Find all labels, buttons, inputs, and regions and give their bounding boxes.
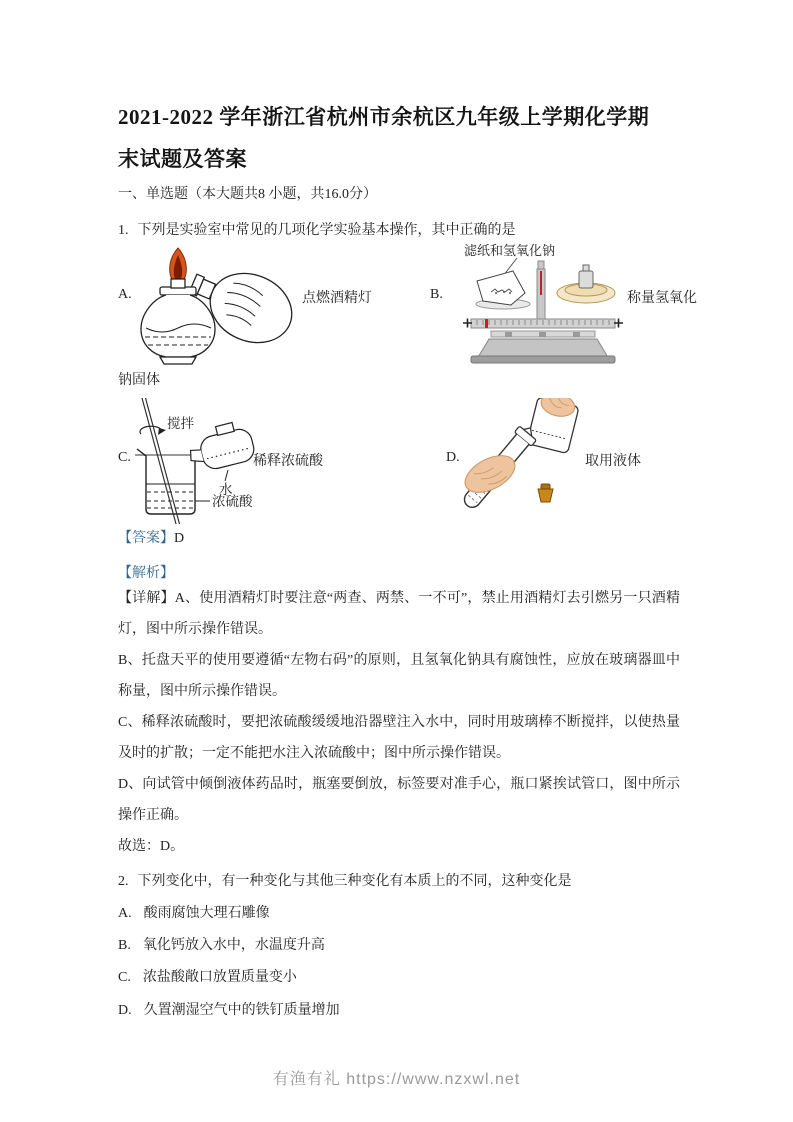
q2-option-a-text: 酸雨腐蚀大理石雕像	[143, 906, 270, 921]
option-b-label: B.	[430, 287, 443, 302]
balance-pillar-icon	[537, 261, 545, 319]
option-b-caption: 称量氢氧化	[627, 291, 697, 306]
q2-option-d-label: D.	[118, 1003, 132, 1018]
q2-option-d-text: 久置潮湿空气中的铁钉质量增加	[143, 1003, 340, 1018]
water-annotation: 水	[219, 482, 233, 497]
right-pan-with-weight-icon	[557, 265, 615, 303]
q2-option-b-text: 氧化钙放入水中，水温度升高	[142, 938, 325, 953]
explanation-conclusion: 故选：D。	[118, 839, 185, 854]
section-heading: 一、单选题（本大题共8 小题，共16.0分）	[118, 187, 377, 202]
option-b-caption-wrap: 钠固体	[118, 373, 160, 388]
question-2-option-c	[118, 966, 297, 986]
question-2-option-b	[118, 934, 325, 954]
option-d-label: D.	[446, 450, 460, 465]
answer-line	[118, 527, 184, 547]
analysis-tag: 【解析】	[118, 566, 174, 581]
answer-tag: 【答案】	[118, 531, 174, 546]
question-2-option-a	[118, 902, 270, 922]
balance-base-icon	[471, 331, 615, 363]
balance-weighing-figure	[463, 243, 623, 365]
q2-option-b-label: B.	[118, 938, 131, 953]
explanation-detail-a: 【详解】A、使用酒精灯时要注意“两查、两禁、一不可”，禁止用酒精灯去引燃另一只酒精灯，图中所示操作错误。	[118, 591, 680, 637]
answer-value: D	[174, 531, 185, 546]
acid-annotation: 浓硫酸	[212, 494, 253, 509]
question-1-stem	[118, 222, 516, 239]
left-pan-with-filter-paper-icon	[476, 271, 530, 309]
explanation-detail-d: D、向试管中倾倒液体药品时，瓶塞要倒放，标签要对准手心，瓶口紧挨试管口，图中所示操作正确。	[118, 777, 680, 823]
q2-option-c-label: C.	[118, 970, 131, 985]
question-2-text: 下列变化中，有一种变化与其他三种变化有本质上的不同，这种变化是	[137, 874, 572, 889]
explanation-detail-b: B、托盘天平的使用要遵循“左物右码”的原则，且氢氧化钠具有腐蚀性，应放在玻璃器皿中称量，图中所示操作错误。	[118, 653, 680, 699]
q2-option-a-label: A.	[118, 906, 132, 921]
explanation-block	[118, 583, 680, 862]
analysis-line	[118, 562, 174, 582]
q2-option-c-text: 浓盐酸敞口放置质量变小	[142, 970, 297, 985]
question-1-text: 下列是实验室中常见的几项化学实验基本操作，其中正确的是	[137, 223, 516, 238]
question-2-number: 2.	[118, 874, 129, 889]
option-d-caption: 取用液体	[585, 454, 641, 469]
stir-annotation: 搅拌	[167, 416, 194, 431]
explanation-detail-c: C、稀释浓硫酸时，要把浓硫酸缓缓地沿器壁注入水中，同时用玻璃棒不断搅拌，以使热量及时的扩散；一定不能把水注入浓硫酸中；图中所示操作错误。	[118, 715, 680, 761]
option-a-caption: 点燃酒精灯	[302, 291, 372, 306]
alcohol-lamp-lighting-figure	[133, 246, 301, 368]
question-1-number: 1.	[118, 223, 129, 238]
question-2-stem	[118, 870, 572, 890]
option-c-label: C.	[118, 450, 131, 465]
pour-liquid-figure	[462, 398, 580, 520]
beaker-icon	[137, 449, 195, 514]
page-title: 2021-2022 学年浙江省杭州市余杭区九年级上学期化学期末试题及答案	[118, 105, 650, 171]
dilute-acid-figure	[133, 398, 255, 524]
option-a-label: A.	[118, 287, 132, 302]
option-c-caption: 稀释浓硫酸	[253, 454, 323, 469]
question-2-option-d	[118, 999, 340, 1019]
filter-paper-naoh-annotation: 滤纸和氢氧化钠	[464, 243, 556, 258]
stopper-icon	[538, 484, 553, 502]
balance-beam-icon	[463, 319, 623, 329]
footer-watermark: 有渔有礼 https://www.nzxwl.net	[272, 1071, 521, 1088]
